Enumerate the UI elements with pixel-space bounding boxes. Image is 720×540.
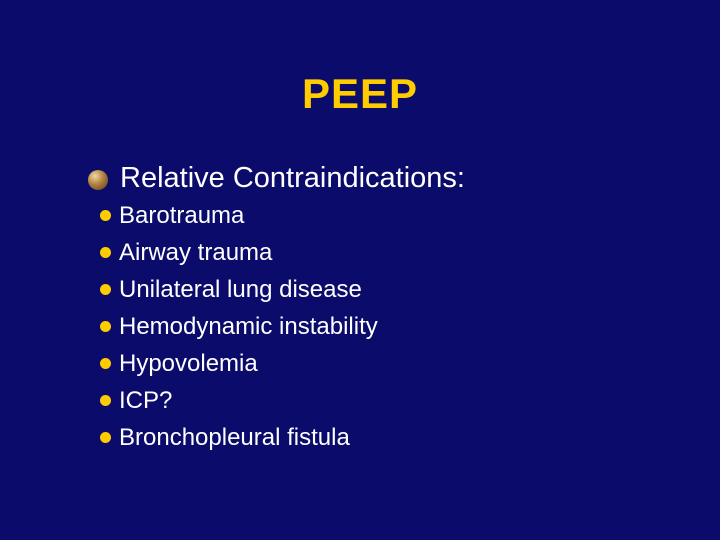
list-item <box>100 419 378 456</box>
slide-title: PEEP <box>301 70 419 117</box>
main-bullet <box>88 158 465 198</box>
list-item-text: Airway trauma <box>119 238 273 266</box>
list-item <box>100 271 378 308</box>
list-item <box>100 382 378 419</box>
list-item-text: Barotrauma <box>119 201 245 229</box>
list-item <box>100 345 378 382</box>
list-item-text: Unilateral lung disease <box>119 275 362 303</box>
list-item-text: Bronchopleural fistula <box>119 423 350 451</box>
bullet-dot-icon <box>100 395 111 406</box>
list-item <box>100 197 378 234</box>
list-item-text: ICP? <box>119 386 173 414</box>
bullet-dot-icon <box>100 321 111 332</box>
bullet-dot-icon <box>100 358 111 369</box>
list-item-text: Hypovolemia <box>119 349 258 377</box>
list-item <box>100 234 378 271</box>
main-bullet-text: Relative Contraindications: <box>120 162 465 194</box>
bullet-dot-icon <box>100 210 111 221</box>
list-item-text: Hemodynamic instability <box>119 312 378 340</box>
contraindication-list <box>100 197 378 456</box>
list-item <box>100 308 378 345</box>
bullet-dot-icon <box>100 432 111 443</box>
bullet-dot-icon <box>100 247 111 258</box>
bullet-ball-icon <box>88 170 108 190</box>
bullet-dot-icon <box>100 284 111 295</box>
